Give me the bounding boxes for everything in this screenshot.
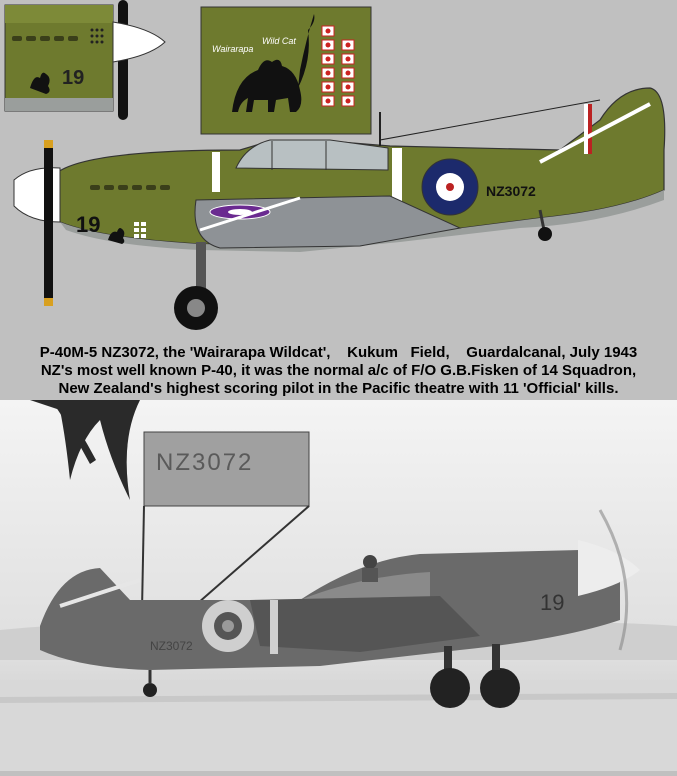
inset-art-text-left: Wairarapa: [212, 44, 254, 54]
caption: [0, 344, 677, 398]
photo-illustration: [0, 400, 677, 771]
caption-line-3: New Zealand's highest scoring pilot in the Pacific theatre with 11 'Official' kills.: [58, 380, 619, 397]
zoom-serial: NZ3072: [156, 449, 254, 476]
nose-art-inset: [201, 7, 371, 134]
photo-nose-number: 19: [540, 590, 565, 615]
caption-line-2: NZ's most well known P-40, it was the normal a/c of F/O G.B.Fisken of 14 Squadron,: [40, 362, 637, 379]
inset-nose-number: 19: [62, 67, 85, 89]
top-propeller: [113, 0, 165, 120]
nose-detail-inset: [5, 5, 113, 111]
historical-photo: [0, 400, 677, 771]
photo-serial: NZ3072: [150, 639, 193, 653]
profile-serial: NZ3072: [486, 183, 536, 199]
profile-nose-number: 19: [76, 212, 101, 237]
inset-art-text-right: Wild Cat: [262, 36, 296, 46]
caption-line-1: P-40M-5 NZ3072, the 'Wairarapa Wildcat', Kukum Field, Guardalcanal, July 1943: [39, 344, 638, 361]
